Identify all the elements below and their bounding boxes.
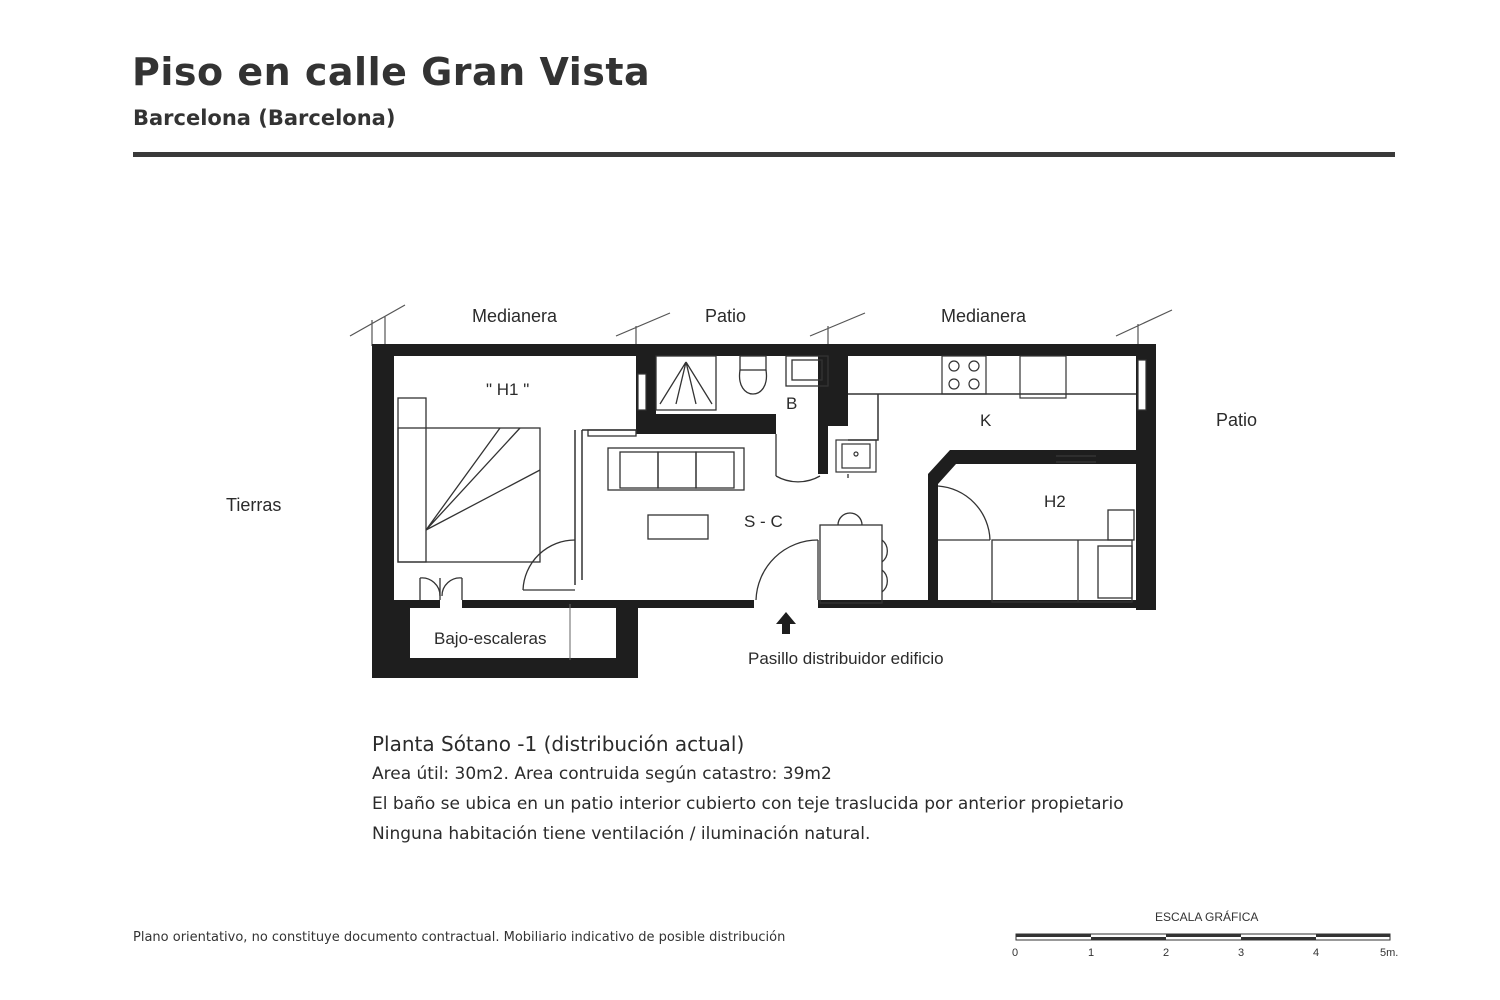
bed-h2 (992, 510, 1134, 602)
doors (420, 434, 990, 600)
label-room-h2: H2 (1044, 492, 1066, 511)
bathroom-fixtures (656, 356, 828, 410)
scale-tick-5: 5m. (1380, 947, 1399, 959)
label-room-h1: " H1 " (486, 380, 530, 399)
footer-disclaimer: Plano orientativo, no constituye documento contractual. Mobiliario indicativo de posible distribución (133, 930, 786, 945)
notes-line-bathroom: El baño se ubica en un patio interior cubierto con teje traslucida por anterior propietario (372, 794, 1124, 814)
bed-h1 (398, 398, 540, 562)
graphic-scale (1012, 909, 1398, 959)
interior-walls (636, 344, 1136, 600)
scale-tick-1: 1 (1088, 947, 1095, 959)
scale-tick-2: 2 (1163, 947, 1170, 959)
notes-line-ventilation: Ninguna habitación tiene ventilación / iluminación natural. (372, 824, 871, 844)
label-patio-right: Patio (1216, 410, 1258, 430)
scale-tick-3: 3 (1238, 947, 1245, 959)
label-room-k: K (980, 411, 992, 430)
page-subtitle: Barcelona (Barcelona) (133, 106, 396, 130)
label-patio-top: Patio (705, 306, 747, 326)
label-bajo-escaleras: Bajo-escaleras (434, 629, 547, 648)
label-tierras: Tierras (226, 495, 282, 515)
label-room-b: B (786, 394, 798, 413)
label-room-sc: S - C (744, 512, 783, 531)
scale-title: ESCALA GRÁFICA (1155, 910, 1259, 924)
label-medianera-left: Medianera (472, 306, 558, 326)
label-medianera-right: Medianera (941, 306, 1027, 326)
entrance-arrow-icon (776, 612, 796, 634)
page-title: Piso en calle Gran Vista (132, 50, 651, 94)
windows (638, 360, 1146, 410)
notes-title: Planta Sótano -1 (distribución actual) (372, 732, 745, 756)
scale-tick-4: 4 (1313, 947, 1320, 959)
scale-tick-0: 0 (1012, 947, 1019, 959)
plan-notes (372, 732, 1124, 854)
notes-line-area: Area útil: 30m2. Area contruida según catastro: 39m2 (372, 764, 832, 784)
label-pasillo: Pasillo distribuidor edificio (748, 649, 944, 668)
